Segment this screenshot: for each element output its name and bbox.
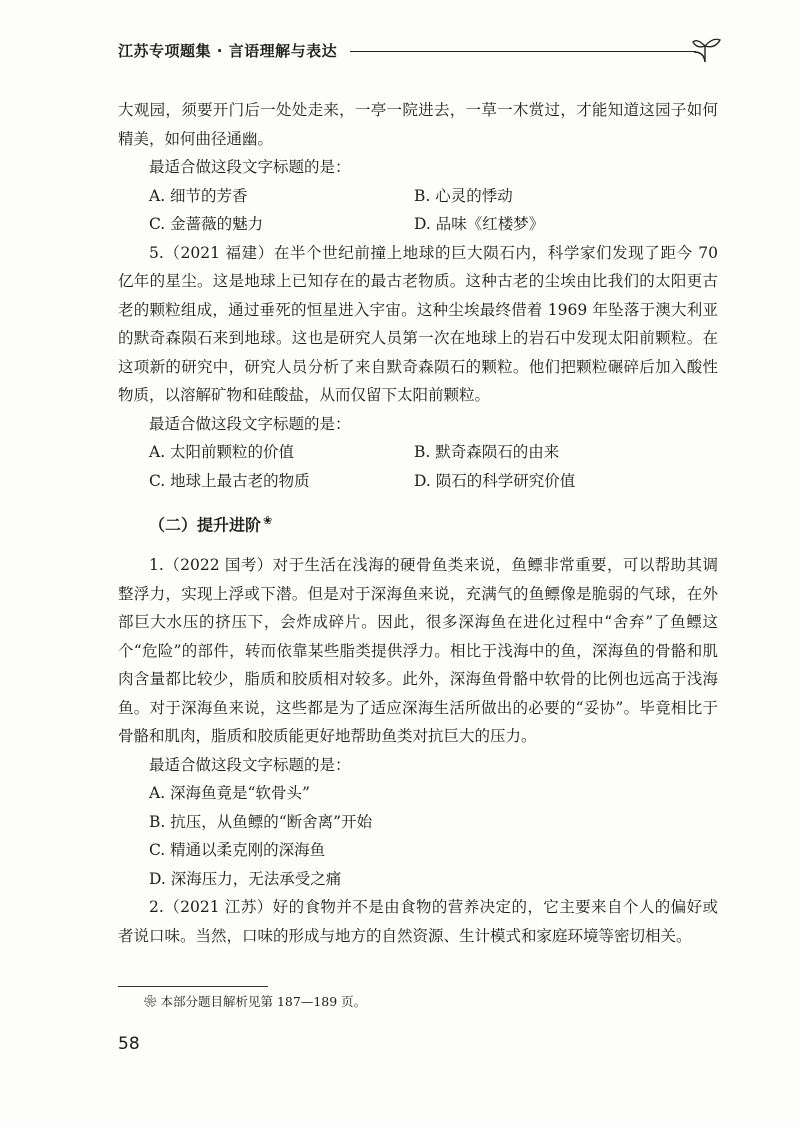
page-header [118, 36, 718, 72]
question-5-paragraph: 5.（2021 福建）在半个世纪前撞上地球的巨大陨石内，科学家们发现了距今 70 亿年的星尘。这是地球上已知存在的最古老物质。这种古老的尘埃由比我们的太阳更古老的颗粒组成，通过垂死的恒星进入宇宙。这种尘埃最终借着 1969 年坠落于澳大利亚的默奇森陨石来到地球。这也是研究人员第一次在地球上的岩石中发现太阳前颗粒。在这项新的研究中，研究人员分析了来自默奇森陨石的颗粒。他们把颗粒碾碎后加入酸性物质，以溶解矿物和硅酸盐，从而仅留下太阳前颗粒。 [118, 243, 718, 404]
question-prompt: 最适合做这段文字标题的是： [149, 755, 351, 774]
option-b: B. 默奇森陨石的由来 [414, 443, 560, 461]
header-rule [350, 51, 696, 52]
option-a: A. 深海鱼竟是“软骨头” [149, 784, 310, 803]
option-c: C. 精通以柔克刚的深海鱼 [149, 841, 326, 860]
intro-paragraph: 大观园，须要开门后一处处走来，一亭一院进去，一草一木赏过，才能知道这园子如何精美，如何曲径通幽。 [118, 101, 718, 148]
footnote-rule [118, 986, 268, 987]
section-heading [149, 504, 718, 542]
question-1-paragraph: 1.（2022 国考）对于生活在浅海的硬骨鱼类来说，鱼鳔非常重要，可以帮助其调整浮力，实现上浮或下潜。但是对于深海鱼来说，充满气的鱼鳔像是脆弱的气球，在外部巨大水压的挤压下，会炸成碎片。因此，很多深海鱼在进化过程中“舍弃”了鱼鳔这个“危险”的部件，转而依靠某些脂类提供浮力。相比于浅海中的鱼，深海鱼的骨骼和肌肉含量都比较少，脂质和胶质相对较多。此外，深海鱼骨骼中软骨的比例也远高于浅海鱼。对于深海鱼来说，这些都是为了适应深海生活所做出的必要的“妥协”。毕竟相比于骨骼和肌肉，脂质和胶质能更好地帮助鱼类对抗巨大的压力。 [118, 556, 718, 746]
footnote-text: 本部分题目解析见第 187—189 页。 [160, 994, 367, 1009]
option-a: A. 太阳前颗粒的价值 [149, 443, 295, 461]
option-c: C. 地球上最古老的物质 [149, 471, 310, 490]
option-d: D. 品味《红楼梦》 [414, 215, 545, 233]
option-d: D. 深海压力，无法承受之痛 [149, 869, 342, 888]
page-number: 58 [118, 1034, 140, 1054]
option-a: A. 细节的芳香 [149, 186, 248, 205]
option-d: D. 陨石的科学研究价值 [414, 471, 576, 490]
section-title: （二）提升进阶 [149, 515, 262, 535]
flower-footnote-icon: ❀ [263, 514, 273, 527]
page-body [118, 96, 718, 950]
options-grid [118, 438, 718, 495]
flower-footnote-icon: ❀ [144, 994, 157, 1009]
sprout-icon [692, 36, 722, 64]
question-2-paragraph: 2.（2021 江苏）好的食物并不是由食物的营养决定的，它主要来自个人的偏好或者说口味。当然，口味的形成与地方的自然资源、生计模式和家庭环境等密切相关。 [118, 898, 718, 945]
footnote [144, 992, 366, 1010]
running-header-title: 江苏专项题集 · 言语理解与表达 [118, 42, 338, 60]
question-prompt: 最适合做这段文字标题的是： [149, 414, 351, 433]
options-grid [118, 182, 718, 239]
question-prompt: 最适合做这段文字标题的是： [149, 158, 351, 176]
option-b: B. 心灵的悸动 [414, 186, 513, 205]
option-b: B. 抗压，从鱼鳔的“断舍离”开始 [149, 812, 373, 831]
option-c: C. 金蔷薇的魅力 [149, 215, 264, 233]
